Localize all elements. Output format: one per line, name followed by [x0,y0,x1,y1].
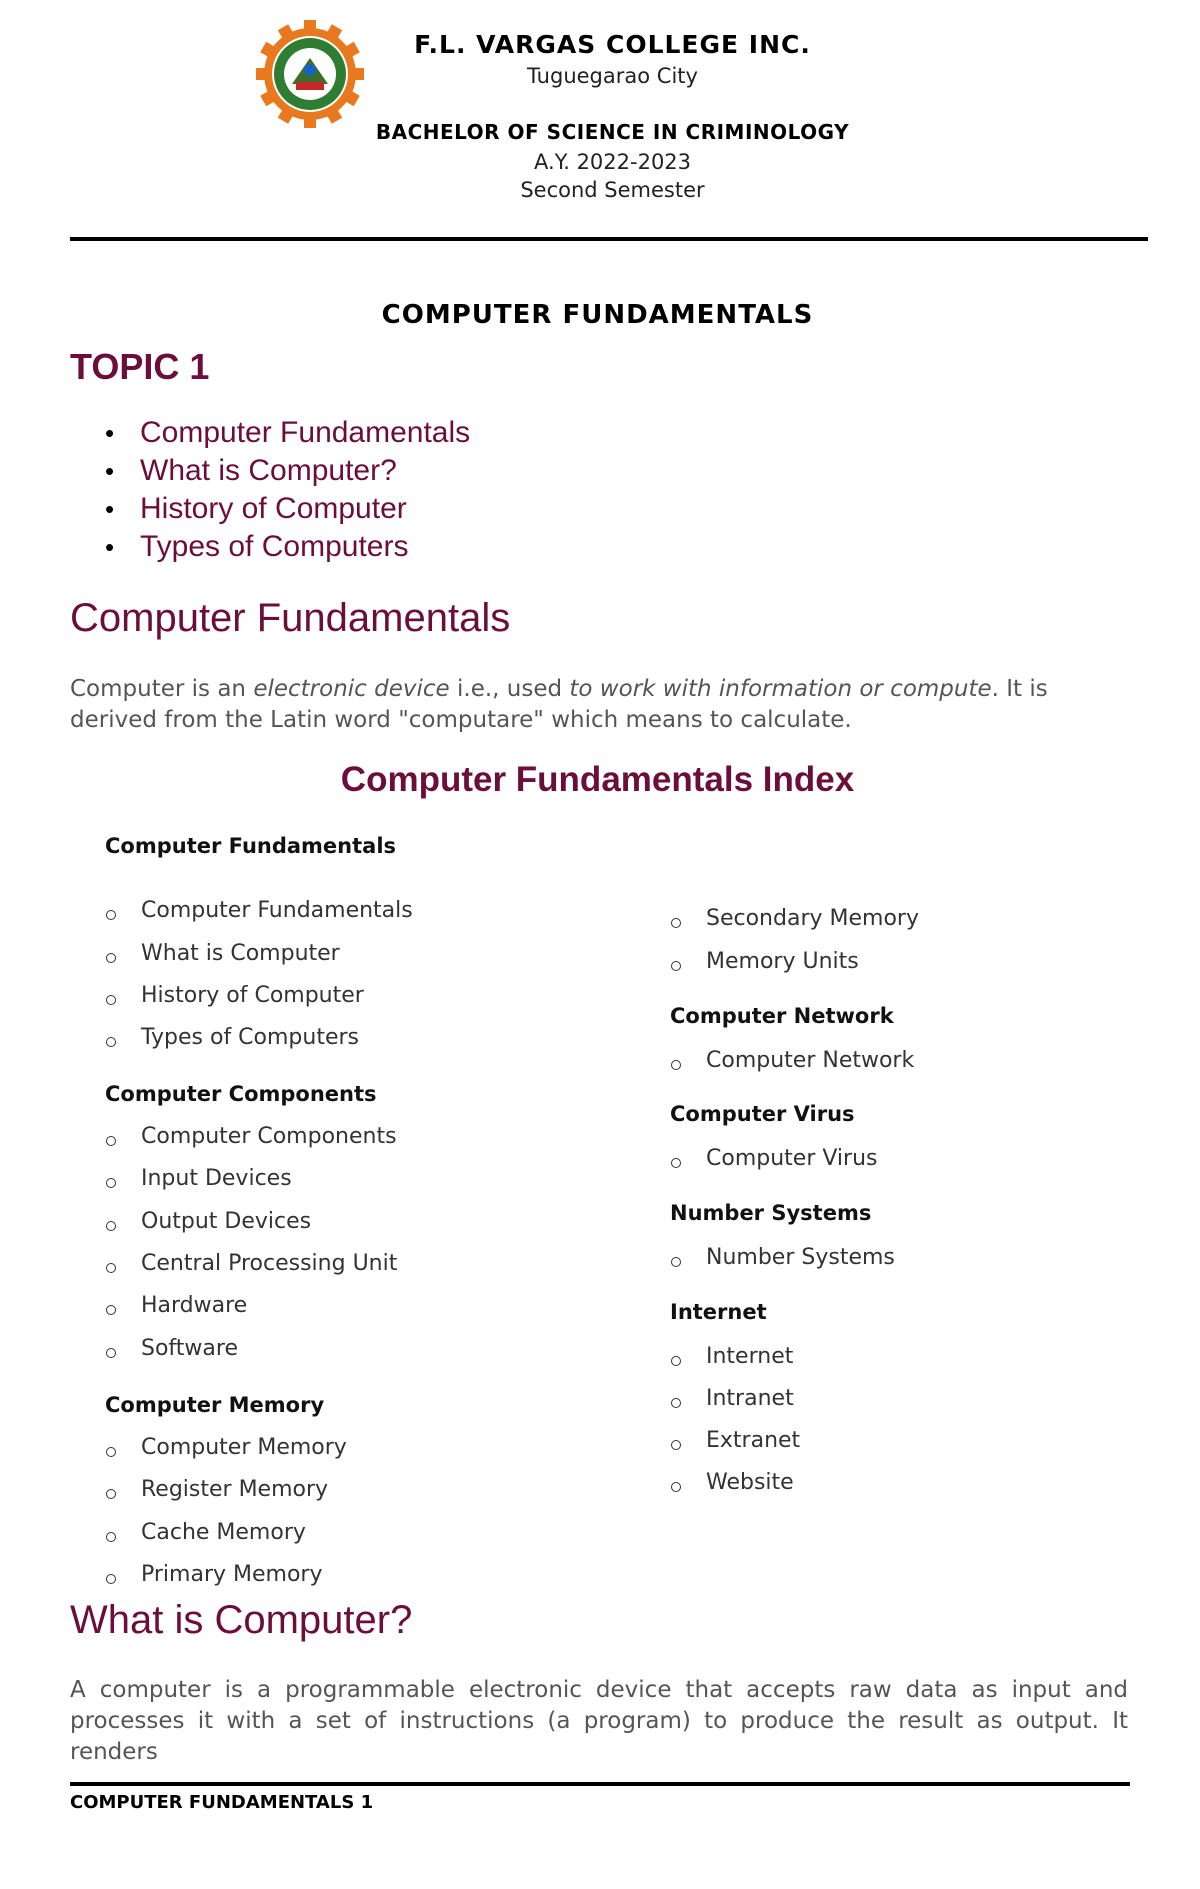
index-item: Computer Virus [706,1146,878,1171]
bullet-circle-icon [106,1348,116,1358]
bullet-circle-icon [106,1178,116,1188]
index-heading: Number Systems [670,1201,872,1225]
college-name: F.L. VARGAS COLLEGE INC. [414,30,811,59]
index-item: Cache Memory [141,1520,306,1545]
what-is-computer-paragraph: A computer is a programmable electronic device that accepts raw data as input and processes it with a set of instructions (a program) to produce the result as output. It renders [70,1677,1128,1765]
semester: Second Semester [520,178,705,202]
index-item: Input Devices [141,1166,292,1191]
index-item: Register Memory [141,1477,329,1502]
bullet-circle-icon [106,1037,116,1047]
bullet-circle-icon [106,1489,116,1499]
index-item: Types of Computers [141,1025,360,1050]
index-item: Primary Memory [141,1562,323,1587]
bullet-circle-icon [671,1158,681,1168]
academic-year: A.Y. 2022-2023 [533,150,692,174]
index-heading: Computer Components [105,1082,377,1106]
index-heading: Computer Memory [105,1393,325,1417]
index-item: Intranet [706,1386,794,1411]
bullet-circle-icon [106,1574,116,1584]
topic-item: • Types of Computers [105,528,470,566]
bullet-circle-icon [106,1532,116,1542]
bullet-circle-icon [106,910,116,920]
topic-item: • What is Computer? [105,452,470,490]
index-heading: Computer Network [670,1004,894,1028]
index-item: What is Computer [141,941,340,966]
index-item: Computer Fundamentals [141,898,413,923]
index-heading: Computer Virus [670,1102,855,1126]
bullet-circle-icon [671,1356,681,1366]
index-item: Computer Network [706,1048,915,1073]
college-city: Tuguegarao City [527,64,698,88]
section-heading-what-is-computer: What is Computer? [70,1598,413,1642]
program-name: BACHELOR OF SCIENCE IN CRIMINOLOGY [375,120,850,144]
index-item: Website [706,1470,794,1495]
header-divider [70,237,1148,241]
intro-paragraph: Computer is an electronic device i.e., used to work with information or compute. It is derived from the Latin word "computare" which means to calculate. [70,676,1048,733]
topic-item: • Computer Fundamentals [105,414,470,452]
bullet-circle-icon [106,1305,116,1315]
index-item: Internet [706,1344,794,1369]
bullet-circle-icon [106,1447,116,1457]
index-item: Computer Components [141,1124,397,1149]
bullet-circle-icon [106,1136,116,1146]
index-item: Central Processing Unit [141,1251,398,1276]
bullet-circle-icon [671,1440,681,1450]
index-heading: Computer Fundamentals [105,834,397,858]
bullet-circle-icon [106,1221,116,1231]
index-item: Memory Units [706,949,859,974]
bullet-circle-icon [671,918,681,928]
course-title: COMPUTER FUNDAMENTALS [381,300,814,330]
bullet-circle-icon [671,1482,681,1492]
bullet-circle-icon [106,953,116,963]
topic-list [105,414,470,566]
index-item: Software [141,1336,238,1361]
index-heading: Internet [670,1300,767,1324]
index-item: History of Computer [141,983,364,1008]
index-item: Number Systems [706,1245,895,1270]
index-item: Hardware [141,1293,248,1318]
bullet-circle-icon [671,1398,681,1408]
bullet-circle-icon [671,1060,681,1070]
bullet-circle-icon [106,1263,116,1273]
index-item: Secondary Memory [706,906,919,931]
bullet-circle-icon [671,961,681,971]
bullet-circle-icon [671,1257,681,1267]
bullet-circle-icon [106,995,116,1005]
index-title: Computer Fundamentals Index [340,760,855,799]
topic-label: TOPIC 1 [70,346,210,387]
index-item: Output Devices [141,1209,312,1234]
topic-item: • History of Computer [105,490,470,528]
section-heading-fundamentals: Computer Fundamentals [70,596,511,640]
index-item: Extranet [706,1428,801,1453]
footer-divider [70,1782,1130,1786]
page-footer: COMPUTER FUNDAMENTALS 1 [70,1792,374,1813]
index-item: Computer Memory [141,1435,347,1460]
